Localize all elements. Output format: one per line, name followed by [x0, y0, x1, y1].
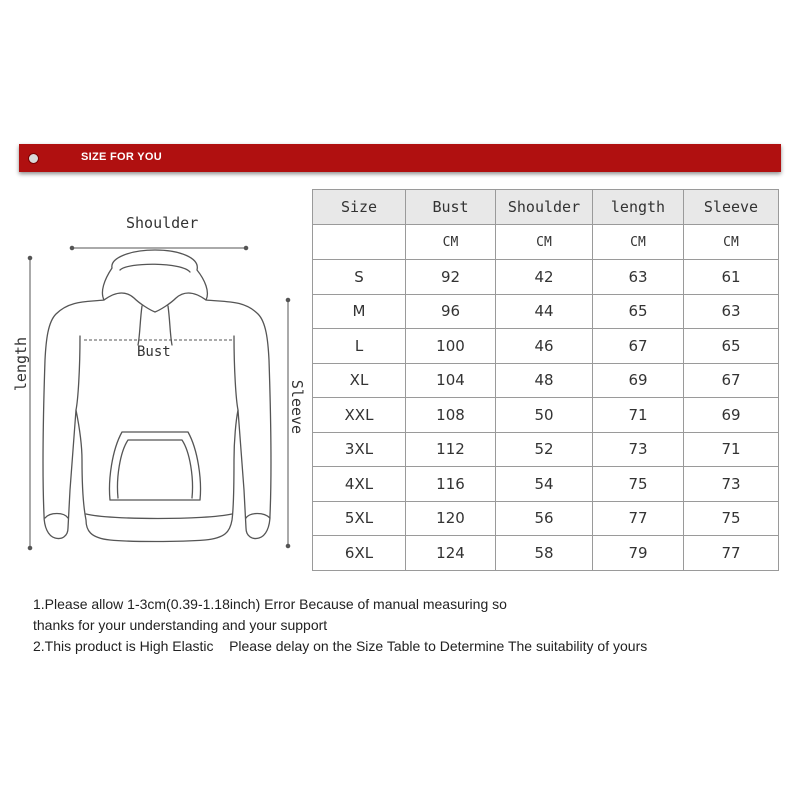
table-cell: 73 — [593, 432, 684, 467]
unit-cell: CM — [593, 225, 684, 260]
table-cell: 92 — [406, 260, 496, 295]
left-cuff — [45, 514, 68, 519]
table-cell: 73 — [684, 467, 779, 502]
header-size: Size — [313, 190, 406, 225]
size-banner — [19, 144, 781, 172]
table-cell: 5XL — [313, 501, 406, 536]
table-cell: 79 — [593, 536, 684, 571]
hood-outline — [102, 250, 207, 312]
notes — [33, 594, 773, 657]
table-cell: 67 — [593, 329, 684, 364]
header-sleeve: Sleeve — [684, 190, 779, 225]
table-cell: 75 — [593, 467, 684, 502]
note-line-2: thanks for your understanding and your support — [33, 617, 328, 633]
table-cell: 69 — [684, 398, 779, 433]
table-row — [313, 329, 779, 364]
table-row — [313, 294, 779, 329]
left-drawstring — [138, 306, 142, 345]
table-cell: 124 — [406, 536, 496, 571]
unit-cell: CM — [684, 225, 779, 260]
table-cell: XL — [313, 363, 406, 398]
table-cell: 67 — [684, 363, 779, 398]
table-cell: 54 — [496, 467, 593, 502]
unit-cell: CM — [496, 225, 593, 260]
table-cell: L — [313, 329, 406, 364]
table-row — [313, 536, 779, 571]
header-length: length — [593, 190, 684, 225]
table-cell: 4XL — [313, 467, 406, 502]
table-cell: 116 — [406, 467, 496, 502]
table-cell: 63 — [593, 260, 684, 295]
unit-cell — [313, 225, 406, 260]
table-cell: 108 — [406, 398, 496, 433]
table-cell: 58 — [496, 536, 593, 571]
sleeve-label: Sleeve — [288, 379, 307, 435]
table-row — [313, 260, 779, 295]
table-cell: 112 — [406, 432, 496, 467]
table-cell: 3XL — [313, 432, 406, 467]
table-row — [313, 432, 779, 467]
left-sleeve-seam — [76, 336, 80, 410]
table-cell: 77 — [593, 501, 684, 536]
right-cuff — [246, 514, 270, 519]
table-cell: 44 — [496, 294, 593, 329]
banner-hole-icon — [28, 153, 39, 164]
table-cell: M — [313, 294, 406, 329]
kangaroo-pocket — [110, 432, 201, 500]
hood-inner — [120, 264, 190, 272]
header-shoulder: Shoulder — [496, 190, 593, 225]
shoulder-label: Shoulder — [126, 214, 199, 232]
right-drawstring — [168, 306, 172, 345]
size-table — [312, 189, 779, 571]
table-cell: 71 — [593, 398, 684, 433]
table-cell: 63 — [684, 294, 779, 329]
body-outline — [43, 300, 271, 542]
banner-title: SIZE FOR YOU — [81, 151, 163, 163]
table-cell: 120 — [406, 501, 496, 536]
table-cell: 69 — [593, 363, 684, 398]
table-cell: 61 — [684, 260, 779, 295]
table-cell: S — [313, 260, 406, 295]
table-row — [313, 467, 779, 502]
header-bust: Bust — [406, 190, 496, 225]
waistband — [86, 514, 232, 519]
length-label: length — [12, 336, 31, 392]
hoodie-diagram — [0, 180, 310, 570]
table-row — [313, 501, 779, 536]
pocket-inner — [117, 440, 192, 498]
unit-cell: CM — [406, 225, 496, 260]
table-cell: XXL — [313, 398, 406, 433]
table-cell: 65 — [593, 294, 684, 329]
table-cell: 50 — [496, 398, 593, 433]
table-row — [313, 363, 779, 398]
table-cell: 48 — [496, 363, 593, 398]
table-row — [313, 398, 779, 433]
right-sleeve-seam — [234, 336, 238, 410]
note-line-1: 1.Please allow 1-3cm(0.39-1.18inch) Error Because of manual measuring so — [33, 596, 507, 612]
table-cell: 104 — [406, 363, 496, 398]
bust-label: Bust — [137, 344, 171, 360]
table-cell: 96 — [406, 294, 496, 329]
table-cell: 56 — [496, 501, 593, 536]
table-cell: 6XL — [313, 536, 406, 571]
table-cell: 65 — [684, 329, 779, 364]
table-cell: 75 — [684, 501, 779, 536]
table-cell: 77 — [684, 536, 779, 571]
note-line-3: 2.This product is High Elastic Please delay on the Size Table to Determine The suitability of yours — [33, 638, 648, 654]
unit-row — [313, 225, 779, 260]
table-cell: 100 — [406, 329, 496, 364]
table-cell: 46 — [496, 329, 593, 364]
table-cell: 71 — [684, 432, 779, 467]
table-header-row — [313, 190, 779, 225]
table-cell: 42 — [496, 260, 593, 295]
table-cell: 52 — [496, 432, 593, 467]
